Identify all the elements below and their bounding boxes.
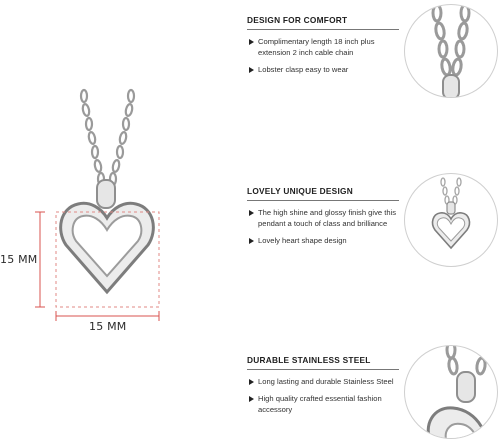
steel-closeup-image — [405, 346, 497, 438]
section-lovely-unique-design — [247, 186, 407, 252]
section-durable-stainless-steel — [247, 355, 407, 421]
steel-closeup-thumbnail — [404, 345, 498, 439]
bullet-list — [247, 207, 407, 246]
section-divider — [247, 369, 399, 370]
chain — [81, 90, 134, 185]
bullet-list — [247, 36, 407, 75]
height-dimension-label: 15 MM — [0, 253, 38, 266]
section-divider — [247, 200, 399, 201]
section-design-for-comfort — [247, 15, 407, 81]
bullet-item: High quality crafted essential fashion accessory — [247, 393, 407, 415]
width-dimension-label: 15 MM — [89, 320, 127, 333]
pendant-thumbnail-image — [405, 174, 497, 266]
bullet-item: Complimentary length 18 inch plus extension 2 inch cable chain — [247, 36, 407, 58]
chain-closeup-image — [405, 5, 497, 97]
bullet-item: The high shine and glossy finish give this pendant a touch of class and brilliance — [247, 207, 407, 229]
section-title: LOVELY UNIQUE DESIGN — [247, 186, 353, 196]
section-title: DURABLE STAINLESS STEEL — [247, 355, 371, 365]
section-title: DESIGN FOR COMFORT — [247, 15, 348, 25]
pendant-thumbnail — [404, 173, 498, 267]
section-divider — [247, 29, 399, 30]
pendant-bail — [97, 180, 115, 208]
bullet-item: Lobster clasp easy to wear — [247, 64, 407, 75]
chain-closeup-thumbnail — [404, 4, 498, 98]
bullet-item: Long lasting and durable Stainless Steel — [247, 376, 407, 387]
heart-pendant-image — [0, 80, 240, 420]
bullet-list — [247, 376, 407, 415]
bullet-item: Lovely heart shape design — [247, 235, 407, 246]
